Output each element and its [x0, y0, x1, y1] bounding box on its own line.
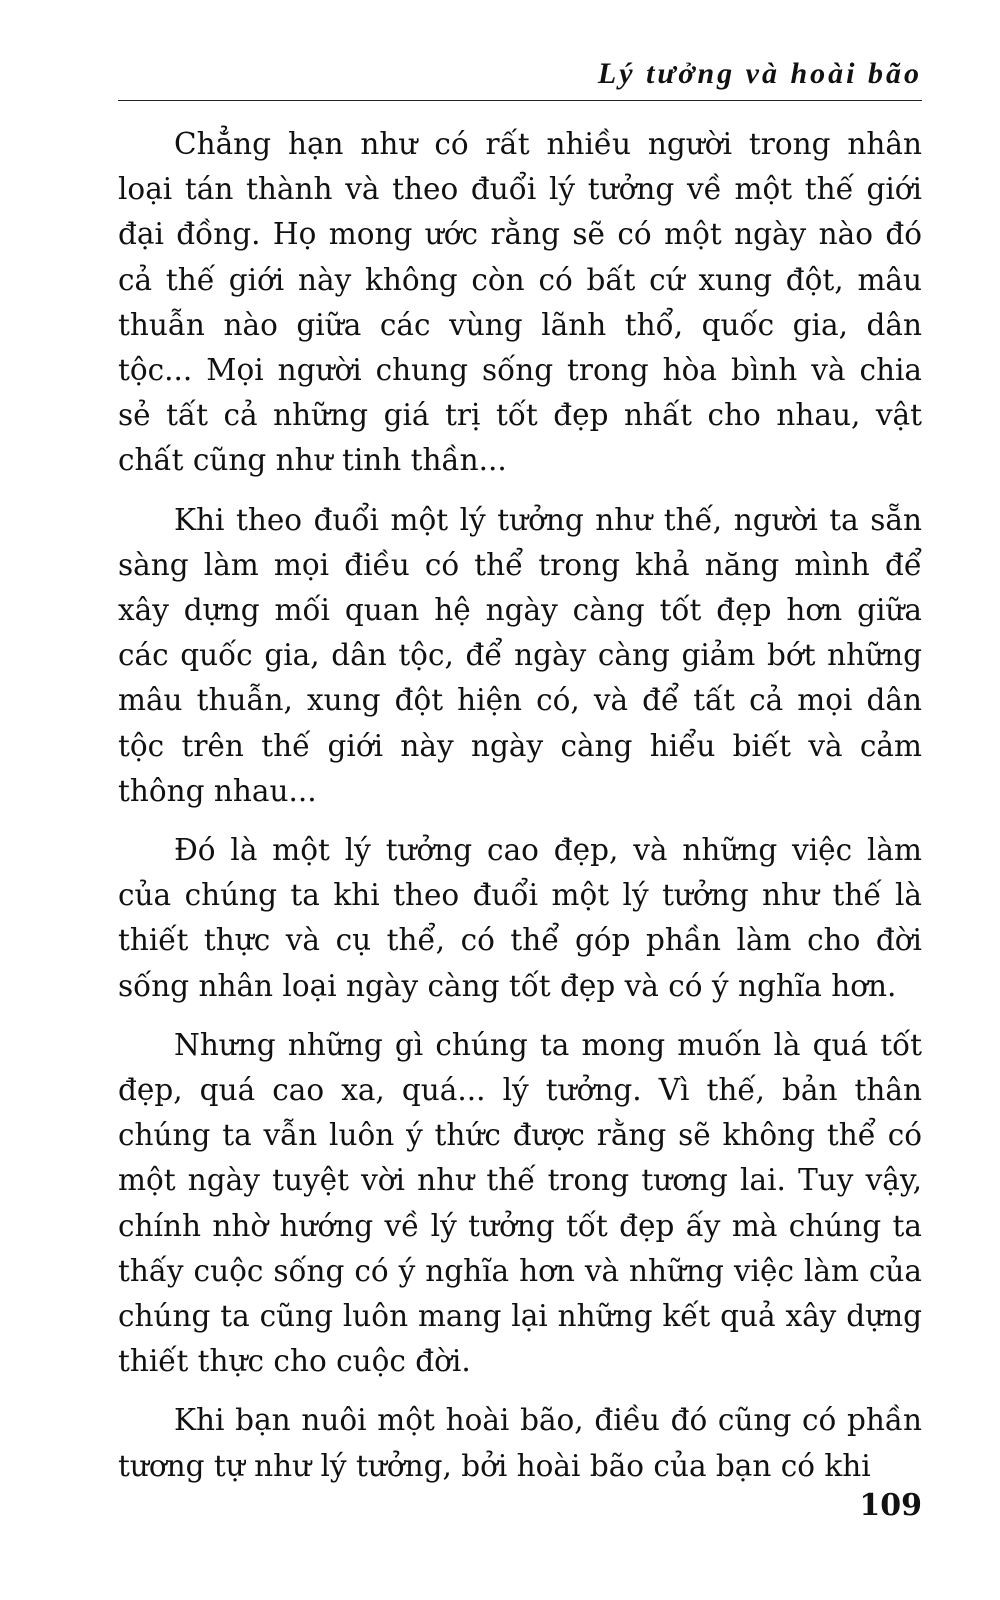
running-header: Lý tưởng và hoài bão: [118, 54, 922, 101]
body-text: [118, 122, 922, 1503]
paragraph-1: Chẳng hạn như có rất nhiều người trong nhân loại tán thành và theo đuổi lý tưởng về một thế giới đại đồng. Họ mong ước rằng sẽ có một ngày nào đó cả thế giới này không còn có bất cứ xung đột, mâu thuẫn nào giữa các vùng lãnh thổ, quốc gia, dân tộc... Mọi người chung sống trong hòa bình và chia sẻ tất cả những giá trị tốt đẹp nhất cho nhau, vật chất cũng như tinh thần...: [118, 127, 922, 478]
paragraph-2: Khi theo đuổi một lý tưởng như thế, người ta sẵn sàng làm mọi điều có thể trong khả năng mình để xây dựng mối quan hệ ngày càng tốt đẹp hơn giữa các quốc gia, dân tộc, để ngày càng giảm bớt những mâu thuẫn, xung đột hiện có, và để tất cả mọi dân tộc trên thế giới này ngày càng hiểu biết và cảm thông nhau...: [118, 502, 922, 808]
page-number: 109: [859, 1488, 922, 1523]
paragraph-3: Đó là một lý tưởng cao đẹp, và những việc làm của chúng ta khi theo đuổi một lý tưởng như thế là thiết thực và cụ thể, có thể góp phần làm cho đời sống nhân loại ngày càng tốt đẹp và có ý nghĩa hơn.: [118, 833, 922, 1003]
paragraph-4: Nhưng những gì chúng ta mong muốn là quá tốt đẹp, quá cao xa, quá... lý tưởng. Vì thế, bản thân chúng ta vẫn luôn ý thức được rằng sẽ không thể có một ngày tuyệt vời như thế trong tương lai. Tuy vậy, chính nhờ hướng về lý tưởng tốt đẹp ấy mà chúng ta thấy cuộc sống có ý nghĩa hơn và những việc làm của chúng ta cũng luôn mang lại những kết quả xây dựng thiết thực cho cuộc đời.: [118, 1027, 922, 1379]
paragraph-5: Khi bạn nuôi một hoài bão, điều đó cũng có phần tương tự như lý tưởng, bởi hoài bão của bạn có khi: [118, 1403, 922, 1483]
